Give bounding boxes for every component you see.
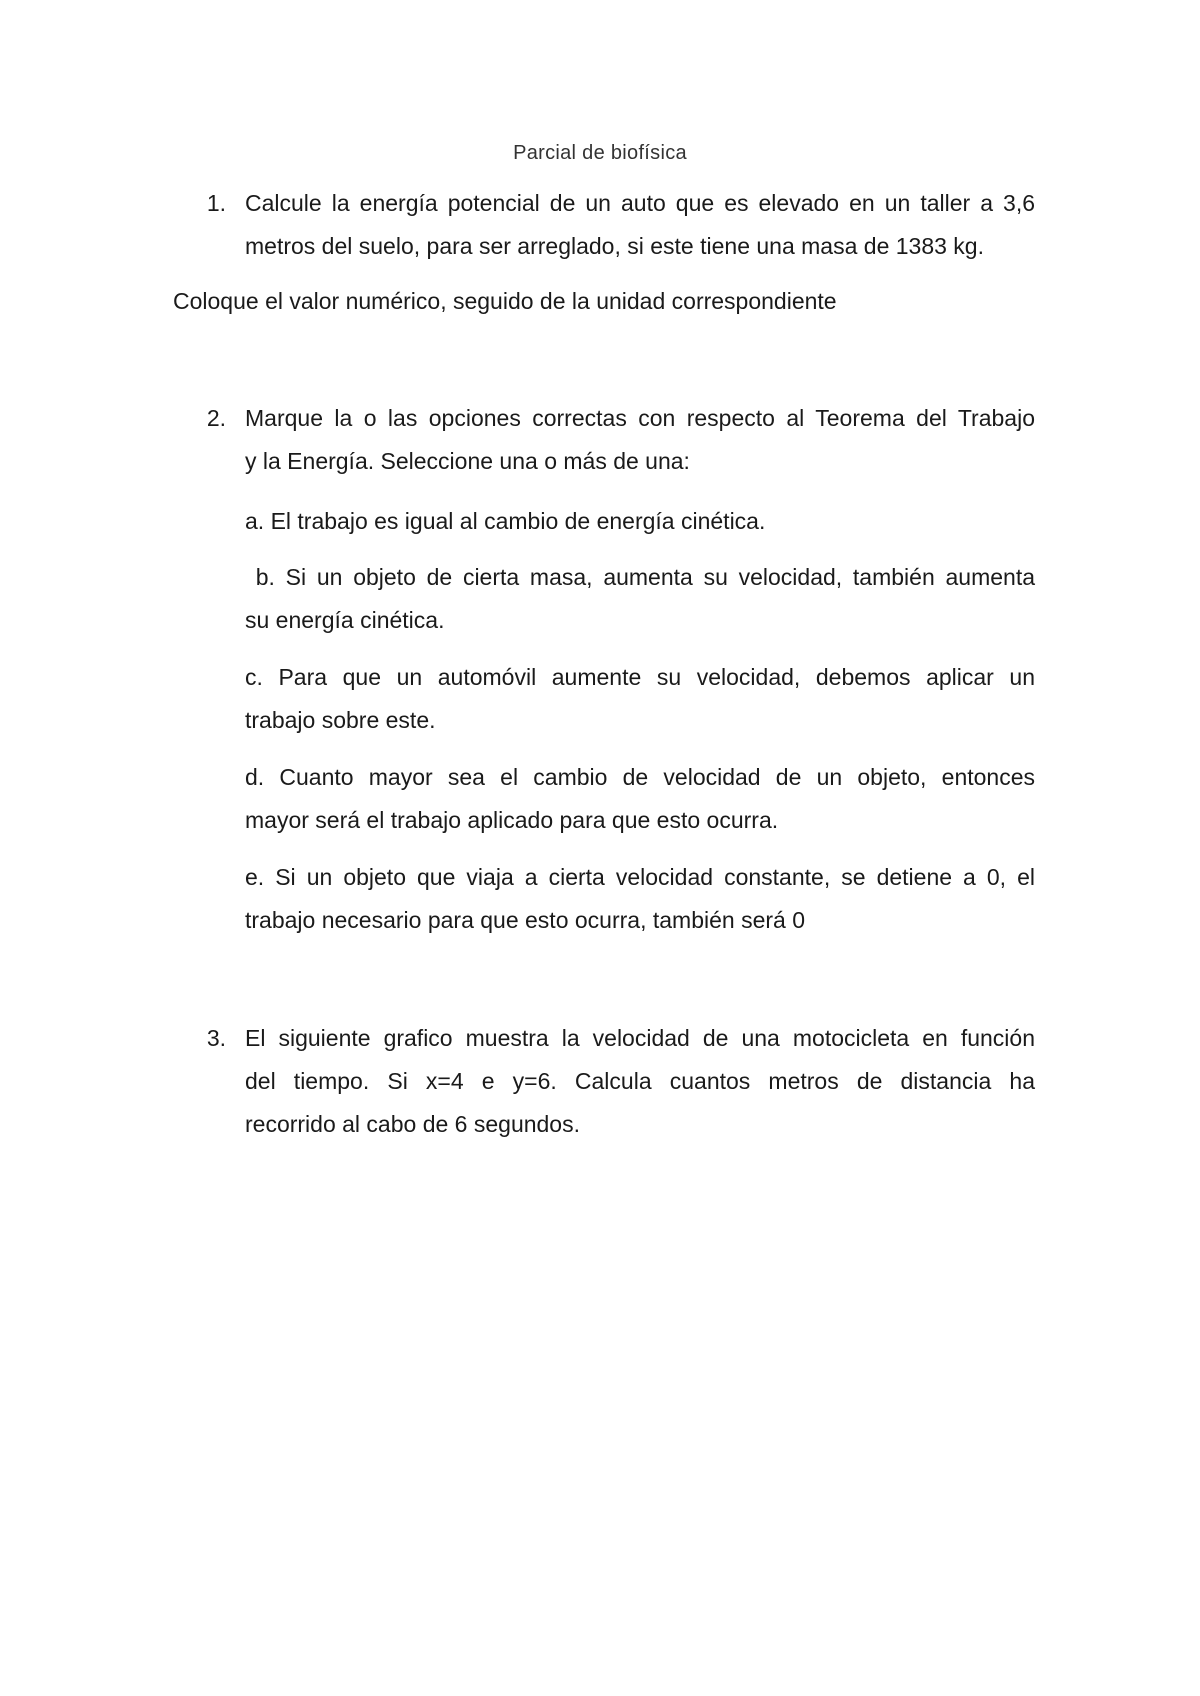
question-line: Calcule la energía potencial de un auto que es elevado en un taller a 3,6 [245,190,1035,216]
question-line: metros del suelo, para ser arreglado, si este tiene una masa de 1383 kg. [245,233,984,259]
question-text [245,182,1035,268]
option-line: e. Si un objeto que viaja a cierta velocidad constante, se detiene a 0, el [245,864,1035,890]
option-d [245,756,1035,842]
option-e [245,856,1035,942]
question-text [245,1017,1035,1146]
option-line: b. Si un objeto de cierta masa, aumenta su velocidad, también aumenta [245,564,1035,590]
question-line: Marque la o las opciones correctas con respecto al Teorema del Trabajo [245,405,1035,431]
question-text [245,397,1035,483]
option-c [245,656,1035,742]
question-number: 1. [206,190,226,216]
option-line: c. Para que un automóvil aumente su velocidad, debemos aplicar un [245,664,1035,690]
question-number: 3. [206,1025,226,1051]
option-a [245,500,1035,543]
question-line: del tiempo. Si x=4 e y=6. Calcula cuantos metros de distancia ha [245,1068,1035,1094]
option-line: trabajo sobre este. [245,707,436,733]
document-title: Parcial de biofísica [513,142,687,164]
question-line: y la Energía. Seleccione una o más de una: [245,448,690,474]
question-line: recorrido al cabo de 6 segundos. [245,1111,580,1137]
option-line: a. El trabajo es igual al cambio de energía cinética. [245,508,766,534]
option-b [245,556,1035,642]
question-number: 2. [206,405,226,431]
option-line: su energía cinética. [245,607,445,633]
option-line: mayor será el trabajo aplicado para que esto ocurra. [245,807,779,833]
question-line: El siguiente grafico muestra la velocidad de una motocicleta en función [245,1025,1035,1051]
option-line: trabajo necesario para que esto ocurra, también será 0 [245,907,805,933]
answer-instruction: Coloque el valor numérico, seguido de la unidad correspondiente [173,288,837,314]
option-line: d. Cuanto mayor sea el cambio de velocidad de un objeto, entonces [245,764,1035,790]
